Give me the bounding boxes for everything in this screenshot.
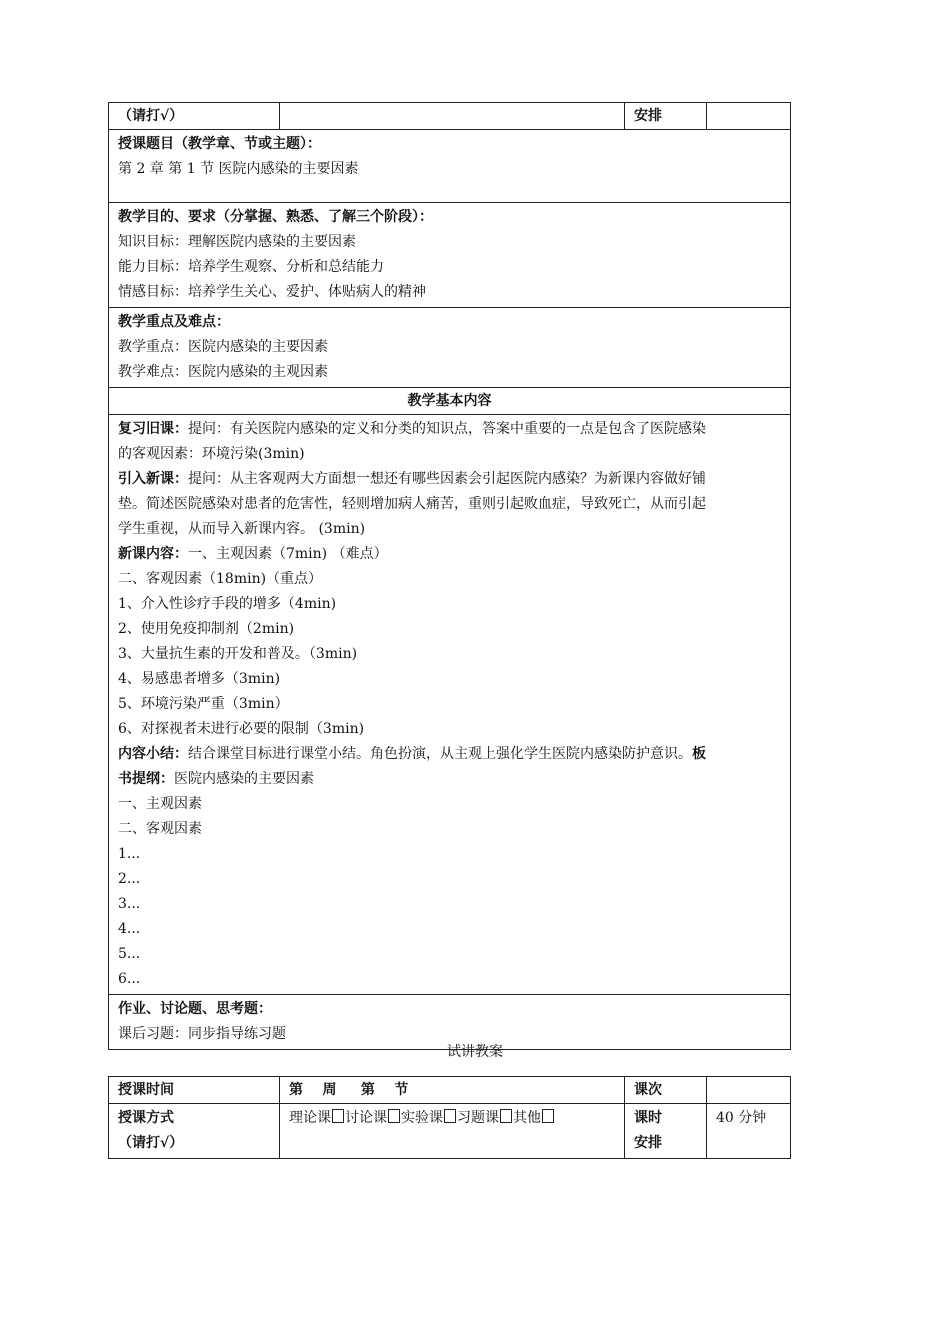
goal-knowledge: 知识目标：理解医院内感染的主要因素: [118, 234, 356, 250]
goal-emotion: 情感目标：培养学生关心、爱护、体贴病人的精神: [118, 284, 426, 300]
option-exercise: 习题课: [457, 1110, 499, 1126]
intro-text-end: 学生重视，从而导入新课内容。 (3min): [118, 521, 366, 537]
theory-checkbox[interactable]: [332, 1109, 344, 1123]
key-points-cell: [109, 308, 791, 388]
board-line: 5...: [118, 946, 141, 962]
mode-options-cell: [280, 103, 625, 130]
new-content-text: 一、主观因素（7min) （难点）: [188, 546, 388, 562]
exercise-checkbox[interactable]: [500, 1109, 512, 1123]
board-line: 一、主观因素: [118, 796, 202, 812]
board-line: 1...: [118, 846, 141, 862]
intro-label: 引入新课：: [118, 471, 188, 487]
topic-cell: [109, 130, 791, 203]
section-caption: 试讲教案: [447, 1044, 503, 1060]
lesson-label: 课次: [625, 1077, 707, 1104]
option-theory: 理论课: [289, 1110, 331, 1126]
board-line: 6...: [118, 971, 141, 987]
homework-label: 作业、讨论题、思考题：: [118, 1001, 272, 1017]
review-text: 提问：有关医院内感染的定义和分类的知识点，答案中重要的一点是包含了医院感染: [188, 421, 706, 437]
new-content-label: 新课内容：: [118, 546, 188, 562]
homework-value: 课后习题：同步指导练习题: [118, 1026, 286, 1042]
board-line: 2...: [118, 871, 141, 887]
board-label: 板: [692, 746, 706, 762]
lesson-plan-table: [108, 102, 791, 1050]
mode-check-hint: （请打√）: [118, 1135, 184, 1151]
basic-content-header: 教学基本内容: [109, 388, 791, 415]
goals-cell: [109, 203, 791, 308]
goal-ability: 能力目标：培养学生观察、分析和总结能力: [118, 259, 384, 275]
content-line: 二、客观因素（18min)（重点）: [118, 571, 323, 587]
hours-value: 40 分钟: [707, 1104, 791, 1159]
board-line: 二、客观因素: [118, 821, 202, 837]
topic-label: 授课题目（教学章、节或主题）：: [118, 136, 321, 152]
hours-label-cont: 安排: [634, 1135, 662, 1151]
course-info-table: [108, 1076, 791, 1159]
content-line: 4、易感患者增多（3min): [118, 671, 281, 687]
mode-options: [280, 1104, 625, 1159]
hours-label: 课时: [634, 1110, 662, 1126]
content-line: 6、对探视者未进行必要的限制（3min): [118, 721, 365, 737]
content-line: 5、环境污染严重（3min）: [118, 696, 289, 712]
hours-label-cell: [625, 1104, 707, 1159]
intro-text: 提问：从主客观两大方面想一想还有哪些因素会引起医院内感染？为新课内容做好铺: [188, 471, 706, 487]
board-line: 4...: [118, 921, 141, 937]
summary-text: 结合课堂目标进行课堂小结。角色扮演，从主观上强化学生医院内感染防护意识。: [188, 746, 692, 762]
mode-check-label: （请打√）: [109, 103, 280, 130]
discussion-checkbox[interactable]: [388, 1109, 400, 1123]
time-label: 授课时间: [109, 1077, 280, 1104]
option-discussion: 讨论课: [345, 1110, 387, 1126]
week-section: 第 周 第 节: [280, 1077, 625, 1104]
mode-label: 授课方式: [118, 1110, 174, 1126]
option-other: 其他: [513, 1110, 541, 1126]
content-line: 1、介入性诊疗手段的增多（4min): [118, 596, 337, 612]
summary-label: 内容小结：: [118, 746, 188, 762]
basic-content-cell: [109, 415, 791, 995]
option-lab: 实验课: [401, 1110, 443, 1126]
schedule-label: 安排: [625, 103, 707, 130]
board-title: 医院内感染的主要因素: [174, 771, 314, 787]
board-line: 3...: [118, 896, 141, 912]
schedule-value-cell: [707, 103, 791, 130]
board-label-cont: 书提纲：: [118, 771, 174, 787]
key-point: 教学重点：医院内感染的主要因素: [118, 339, 328, 355]
intro-text-cont: 垫。简述医院感染对患者的危害性，轻则增加病人痛苦，重则引起败血症，导致死亡，从而引起: [118, 496, 706, 512]
mode-label-cell: [109, 1104, 280, 1159]
review-text-cont: 的客观因素：环境污染(3min): [118, 446, 305, 462]
content-line: 2、使用免疫抑制剂（2min): [118, 621, 295, 637]
goals-label: 教学目的、要求（分掌握、熟悉、了解三个阶段）：: [118, 209, 433, 225]
lab-checkbox[interactable]: [444, 1109, 456, 1123]
lesson-value-cell: [707, 1077, 791, 1104]
difficult-point: 教学难点：医院内感染的主观因素: [118, 364, 328, 380]
other-checkbox[interactable]: [542, 1109, 554, 1123]
key-points-label: 教学重点及难点：: [118, 314, 230, 330]
content-line: 3、大量抗生素的开发和普及。（3min): [118, 646, 358, 662]
topic-value: 第 2 章 第 1 节 医院内感染的主要因素: [118, 161, 359, 177]
review-label: 复习旧课：: [118, 421, 188, 437]
